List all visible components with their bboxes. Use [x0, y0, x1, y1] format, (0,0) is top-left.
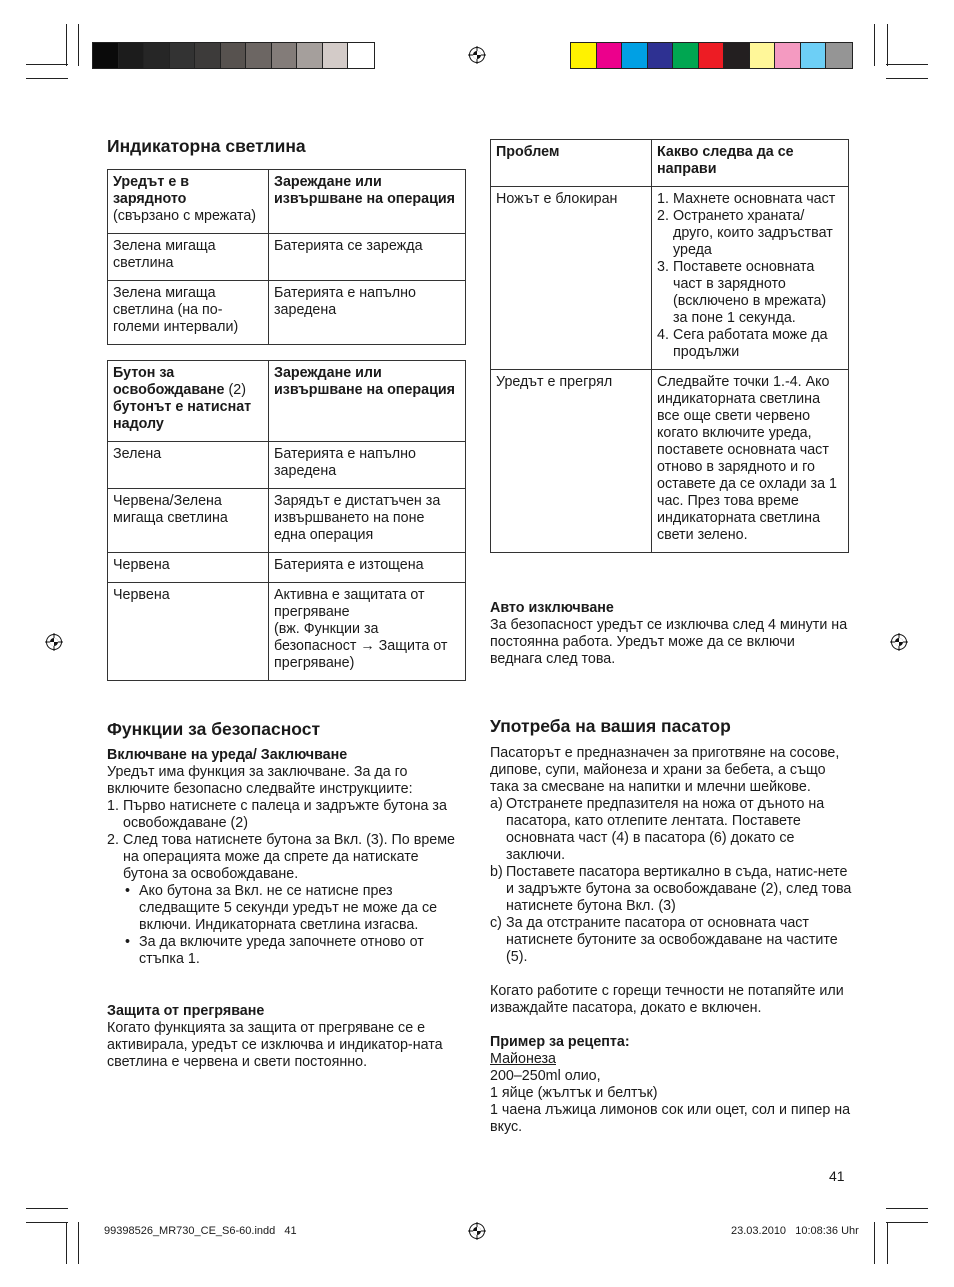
- list-item: 2. След това натиснете бутона за Вкл. (3). По време на операцията може да спрете да натискате бутона за освобождаване.: [107, 832, 456, 882]
- color-swatch: [93, 43, 119, 68]
- overheat-title: Защита от прегряване: [107, 1003, 265, 1019]
- color-swatch: [297, 43, 323, 68]
- safety-section: [107, 747, 467, 968]
- color-swatch: [673, 43, 699, 68]
- color-swatch: [571, 43, 597, 68]
- list-item: a) Отстранете предпазителя на ножа от дъното на пасатора, като отлепите лентата. Поставете основната част (4) в пасатора (6) докато се заключи.: [490, 796, 825, 863]
- registration-mark-icon: [890, 633, 908, 651]
- page-number: 41: [829, 1168, 845, 1184]
- table-row: [108, 583, 466, 681]
- table-header-cell: Бутон за освобождаване (2) бутонът е натиснат надолу: [108, 361, 269, 442]
- table-cell: Зелена: [108, 442, 269, 489]
- table-header-cell: Зареждане или извършване на операция: [269, 361, 466, 442]
- color-swatch: [724, 43, 750, 68]
- list-item: 2. Острането храната/ друго, които задръстват уреда: [657, 208, 833, 258]
- registration-mark-icon: [468, 1222, 486, 1240]
- color-swatch: [246, 43, 272, 68]
- color-swatch: [826, 43, 852, 68]
- recipe-title: Пример за рецепта:: [490, 1034, 630, 1050]
- auto-off-section: [490, 600, 850, 668]
- table-row: [108, 489, 466, 553]
- table-cell: Батерията е изтощена: [269, 553, 466, 583]
- indicator-heading: Индикаторна светлина: [107, 136, 306, 156]
- recipe-ingredient: 1 яйце (жълтък и белтък): [490, 1085, 658, 1101]
- overheat-text: Когато функцията за защита от прегряване се е активирала, уредът се изключва и индикатор-ната светлина е червена и свети постоянно.: [107, 1020, 443, 1070]
- usage-intro: Пасаторът е предназначен за приготвяне на сосове, дипове, супи, майонеза и храни за бебета, а също така за смесване на напитки и млечни шейкове.: [490, 745, 840, 795]
- table-cell: Уредът е прегрял: [491, 370, 652, 553]
- color-swatch: [699, 43, 725, 68]
- table-row: [108, 234, 466, 281]
- gray-color-bar: [92, 42, 375, 69]
- auto-off-title: Авто изключване: [490, 600, 614, 616]
- footer-timestamp: 23.03.2010 10:08:36 Uhr: [731, 1225, 859, 1237]
- table-row: [108, 281, 466, 345]
- table-row: [491, 370, 849, 553]
- list-item: 1. Махнете основната част: [657, 191, 836, 207]
- list-item: • За да включите уреда започнете отново от стъпка 1.: [125, 934, 424, 967]
- color-swatch: [597, 43, 623, 68]
- table-cell: [652, 187, 849, 370]
- color-swatch: [144, 43, 170, 68]
- table-cell: Зелена мигаща светлина: [108, 234, 269, 281]
- table-row: [491, 187, 849, 370]
- list-item: 3. Поставете основната част в зарядното (всключено в мрежата) за поне 1 секунда.: [657, 259, 827, 326]
- table-header-cell: Проблем: [491, 140, 652, 187]
- table-row: [108, 442, 466, 489]
- color-swatch: [775, 43, 801, 68]
- lock-intro: Уредът има функция за заключване. За да го включите безопасно следвайте инструкциите:: [107, 764, 413, 797]
- recipe-name: Майонеза: [490, 1051, 556, 1067]
- table-header-cell: Какво следва да се направи: [652, 140, 849, 187]
- table-row: [108, 361, 466, 442]
- safety-heading: Функции за безопасност: [107, 719, 321, 739]
- table-cell: Батерията е напълно заредена: [269, 442, 466, 489]
- footer-file-info: 99398526_MR730_CE_S6-60.indd 41: [104, 1225, 297, 1237]
- table-cell: Активна е защитата от прегряване (вж. Функции за безопасност → Защита от прегряване): [269, 583, 466, 681]
- color-swatch: [801, 43, 827, 68]
- indicator-table-1: [107, 169, 466, 345]
- color-swatch: [622, 43, 648, 68]
- lock-title: Включване на уреда/ Заключване: [107, 747, 348, 763]
- registration-mark-icon: [468, 46, 486, 64]
- usage-heading: Употреба на вашия пасатор: [490, 716, 731, 736]
- list-item: 4. Сега работата може да продължи: [657, 327, 828, 360]
- table-cell: Червена/Зелена мигаща светлина: [108, 489, 269, 553]
- table-row: [108, 170, 466, 234]
- color-swatch: [119, 43, 145, 68]
- table-cell: Червена: [108, 553, 269, 583]
- color-swatch: [272, 43, 298, 68]
- table-cell: Зелена мигаща светлина (на по-големи интервали): [108, 281, 269, 345]
- registration-mark-icon: [45, 633, 63, 651]
- table-header-cell: Уредът е в зарядното (свързано с мрежата): [108, 170, 269, 234]
- color-swatch: [648, 43, 674, 68]
- color-swatch: [170, 43, 196, 68]
- color-swatch: [348, 43, 374, 68]
- table-cell: Зарядът е дистатъчен за извършването на поне една операция: [269, 489, 466, 553]
- table-cell: Следвайте точки 1.-4. Ако индикаторната светлина все още свети червено когато включите уреда, поставете основната част отново в зарядното и го оставете да се охлади за 1 час. През това време индикаторната светлина свети зелено.: [652, 370, 849, 553]
- indicator-table-2: [107, 360, 466, 681]
- overheat-section: [107, 1003, 467, 1071]
- auto-off-text: За безопасност уредът се изключва след 4 минути на постоянна работа. Уредът може да се включи веднага след това.: [490, 617, 848, 667]
- usage-section: [490, 745, 852, 1136]
- table-cell: Ножът е блокиран: [491, 187, 652, 370]
- table-cell: Червена: [108, 583, 269, 681]
- list-item: c) За да отстраните пасатора от основната част натиснете бутоните за освобождаване на частите (5).: [490, 915, 838, 965]
- table-cell: Батерията се зарежда: [269, 234, 466, 281]
- color-swatch: [221, 43, 247, 68]
- troubleshooting-table: [490, 139, 849, 553]
- color-swatch: [195, 43, 221, 68]
- recipe-ingredient: 1 чаена лъжица лимонов сок или оцет, сол и пипер на вкус.: [490, 1102, 851, 1135]
- color-swatch: [750, 43, 776, 68]
- table-row: [491, 140, 849, 187]
- table-row: [108, 553, 466, 583]
- process-color-bar: [570, 42, 853, 69]
- list-item: • Ако бутона за Вкл. не се натисне през следващите 5 секунди уредът не може да се включи. Индикаторната светлина изгасва.: [125, 883, 438, 933]
- recipe-ingredient: 200–250ml олио,: [490, 1068, 601, 1084]
- table-header-cell: Зареждане или извършване на операция: [269, 170, 466, 234]
- list-item: b) Поставете пасатора вертикално в съда, натис-нете и задръжте бутона за освобождаване (2), след това натиснете бутона Вкл. (3): [490, 864, 852, 914]
- table-cell: Батерията е напълно заредена: [269, 281, 466, 345]
- usage-warning: Когато работите с горещи течности не потапяйте или изваждайте пасатора, докато е включен.: [490, 983, 844, 1016]
- list-item: 1. Първо натиснете с палеца и задръжте бутона за освобождаване (2): [107, 798, 447, 831]
- color-swatch: [323, 43, 349, 68]
